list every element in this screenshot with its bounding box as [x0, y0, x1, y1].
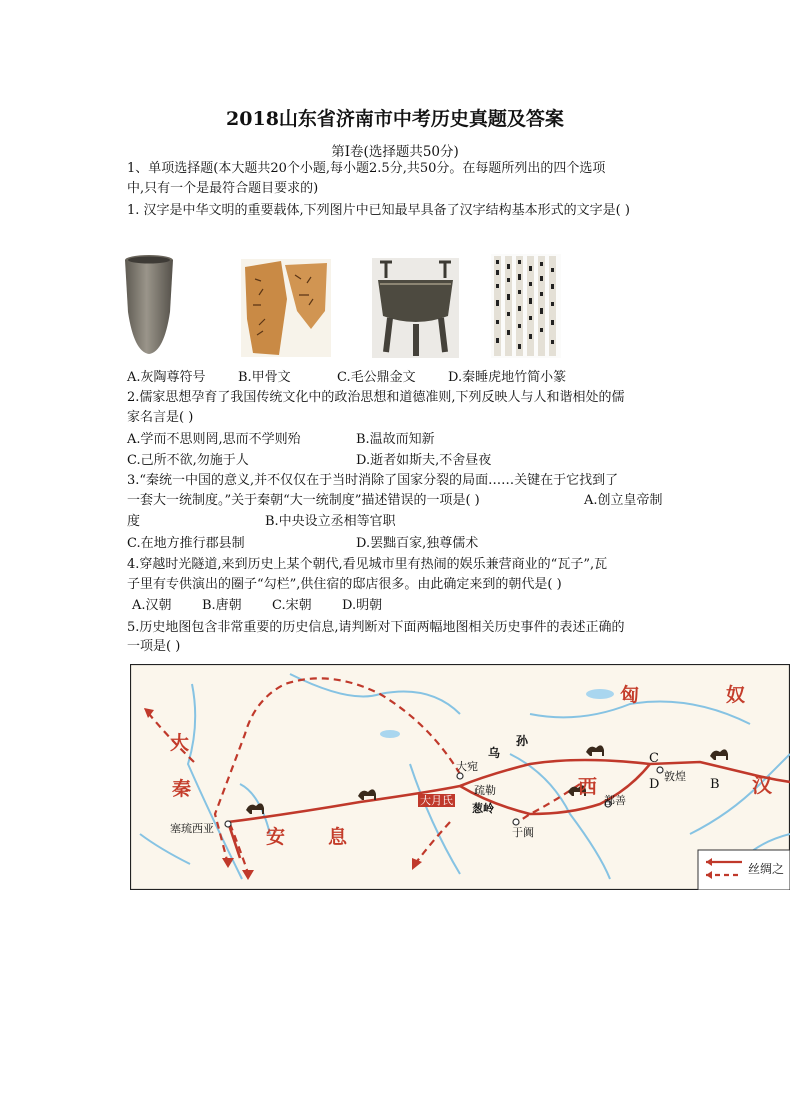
question-5-stem-2: 一项是( ): [127, 639, 181, 654]
q1-option-b: B.甲骨文: [238, 370, 291, 385]
question-2-stem-1: 2.儒家思想孕育了我国传统文化中的政治思想和道德准则,下列反映人与人和谐相处的儒: [127, 390, 625, 405]
oracle-bone-photo: [241, 259, 331, 357]
map-label-dayuezhi: 大月氏: [420, 794, 453, 807]
map-label-xi-region: 西: [578, 776, 598, 798]
q4-option-b: B.唐朝: [202, 598, 242, 613]
instructions-line-1: 1、单项选择题(本大题共20个小题,每小题2.5分,共50分。在每题所列出的四个选项: [127, 161, 606, 176]
map-legend-label: 丝绸之: [748, 862, 785, 876]
map-point-b: B: [710, 777, 720, 792]
map-label-han: 汉: [752, 773, 772, 797]
q2-option-d: D.逝者如斯夫,不舍昼夜: [356, 453, 492, 468]
question-5-stem-1: 5.历史地图包含非常重要的历史信息,请判断对下面两幅地图相关历史事件的表述正确的: [127, 620, 625, 635]
map-label-shanshan: 鄯善: [604, 794, 626, 807]
map-point-d: D: [649, 777, 660, 792]
q4-option-d: D.明朝: [342, 598, 383, 613]
q3-option-a-cont: 度: [127, 514, 141, 529]
question-3-stem-1: 3.“秦统一中国的意义,并不仅仅在于当时消除了国家分裂的局面……关键在于它找到了: [127, 473, 619, 488]
map-point-c: C: [649, 751, 659, 766]
bamboo-slips-photo: [491, 254, 561, 358]
question-4-stem-1: 4.穿越时光隧道,来到历史上某个朝代,看见城市里有热闹的娱乐兼营商业的“瓦子”,瓦: [127, 557, 608, 572]
map-label-wusun-1: 乌: [488, 746, 501, 760]
map-label-xi-parthia: 息: [328, 826, 348, 848]
question-4-stem-2: 子里有专供演出的圈子“勾栏”,供住宿的邸店很多。由此确定来到的朝代是( ): [127, 577, 562, 592]
question-2-stem-2: 家名言是( ): [127, 410, 194, 425]
map-label-dunhuang: 敦煌: [664, 770, 686, 783]
section-heading: 第Ⅰ卷(选择题共50分): [331, 144, 459, 160]
silk-road-map: [130, 664, 790, 890]
q3-option-c: C.在地方推行郡县制: [127, 536, 245, 551]
map-label-dayuan: 大宛: [456, 760, 478, 773]
q1-option-d: D.秦睡虎地竹简小篆: [448, 370, 567, 385]
q2-option-b: B.温故而知新: [356, 432, 435, 447]
q3-option-b: B.中央设立丞相等官职: [265, 514, 396, 529]
q1-option-c: C.毛公鼎金文: [337, 370, 416, 385]
question-3-stem-2: 一套大一统制度。”关于秦朝“大一统制度”描述错误的一项是( ): [127, 493, 480, 508]
q2-option-a: A.学而不思则罔,思而不学则殆: [127, 432, 301, 447]
map-label-xiongnu-1: 匈: [620, 684, 640, 706]
q4-option-c: C.宋朝: [272, 598, 312, 613]
page-title: 2018山东省济南市中考历史真题及答案: [226, 108, 564, 130]
q2-option-c: C.己所不欲,勿施于人: [127, 453, 249, 468]
map-label-seleucia: 塞琉西亚: [170, 822, 214, 835]
maogong-ding-photo: [372, 258, 459, 358]
map-label-an: 安: [266, 826, 286, 848]
map-label-congling: 葱岭: [472, 802, 494, 815]
q3-option-d: D.罢黜百家,独尊儒术: [356, 536, 479, 551]
map-label-wusun-2: 孙: [516, 734, 529, 748]
map-label-qin: 秦: [172, 778, 192, 800]
pottery-zun-photo: [120, 252, 178, 356]
instructions-line-2: 中,只有一个是最符合题目要求的): [127, 181, 319, 196]
map-label-da: 大: [170, 732, 190, 754]
map-label-xiongnu-2: 奴: [726, 684, 746, 706]
q4-option-a: A.汉朝: [132, 598, 172, 613]
question-1-stem: 1. 汉字是中华文明的重要载体,下列图片中已知最早具备了汉字结构基本形式的文字是( ): [127, 203, 630, 218]
q1-option-a: A.灰陶尊符号: [127, 370, 206, 385]
map-label-yutian: 于阗: [512, 826, 534, 839]
map-label-shule: 疏勒: [474, 784, 496, 797]
q3-option-a: A.创立皇帝制: [584, 493, 663, 508]
